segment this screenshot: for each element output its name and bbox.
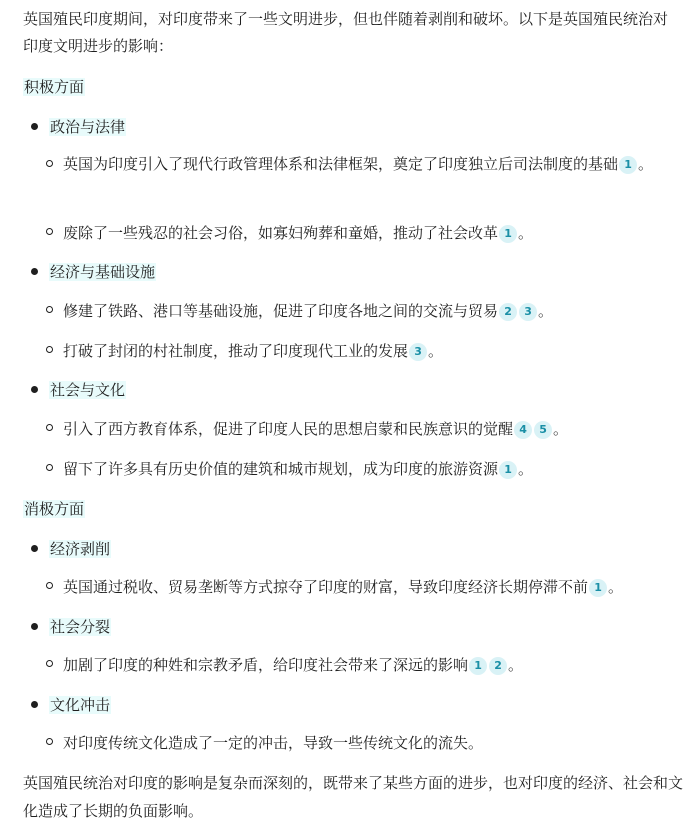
item-end: 。	[518, 224, 534, 242]
list-item	[63, 573, 683, 601]
category-label: 文化冲击	[50, 696, 111, 714]
item-text: 废除了一些残忍的社会习俗，如寡妇殉葬和童婚，推动了社会改革	[63, 224, 499, 242]
citation-badge[interactable]: 1	[619, 156, 637, 174]
category-label: 社会与文化	[50, 381, 126, 399]
citation-badge[interactable]: 5	[534, 421, 552, 439]
intro-paragraph: 英国殖民印度期间，对印度带来了一些文明进步，但也伴随着剥削和破坏。以下是英国殖民统治对印度文明进步的影响：	[23, 10, 669, 55]
citation-badge[interactable]: 4	[514, 421, 532, 439]
category-label: 经济剥削	[50, 540, 111, 558]
bullet-icon	[31, 545, 38, 552]
item-text: 留下了许多具有历史价值的建筑和城市规划，成为印度的旅游资源	[63, 460, 499, 478]
item-end: 。	[608, 578, 624, 596]
category-society	[49, 379, 126, 401]
citation-badge[interactable]: 1	[589, 579, 607, 597]
category-label: 政治与法律	[50, 118, 126, 136]
positive-heading-label: 积极方面	[24, 78, 85, 96]
item-end: 。	[428, 342, 444, 360]
list-item	[63, 219, 683, 247]
item-end: 。	[538, 302, 554, 320]
bullet-icon	[31, 623, 38, 630]
list-item	[63, 150, 675, 178]
citation-badge[interactable]: 2	[489, 657, 507, 675]
citation-badge[interactable]: 3	[409, 343, 427, 361]
bullet-icon	[31, 386, 38, 393]
item-text: 打破了封闭的村社制度，推动了印度现代工业的发展	[63, 342, 409, 360]
list-item	[63, 337, 683, 365]
citation-badge[interactable]: 3	[519, 303, 537, 321]
category-label: 经济与基础设施	[50, 263, 156, 281]
sub-bullet-icon	[46, 160, 53, 167]
bullet-icon	[31, 268, 38, 275]
item-text: 英国通过税收、贸易垄断等方式掠夺了印度的财富，导致印度经济长期停滞不前	[63, 578, 589, 596]
list-item	[63, 455, 683, 483]
list-item	[63, 651, 683, 679]
item-text: 引入了西方教育体系，促进了印度人民的思想启蒙和民族意识的觉醒	[63, 420, 514, 438]
item-text: 对印度传统文化造成了一定的冲击，导致一些传统文化的流失。	[63, 734, 484, 752]
list-item	[63, 297, 683, 325]
bullet-icon	[31, 123, 38, 130]
sub-bullet-icon	[46, 660, 53, 667]
positive-heading	[23, 76, 85, 98]
bullet-icon	[31, 701, 38, 708]
category-division	[49, 616, 111, 638]
citation-badge[interactable]: 2	[499, 303, 517, 321]
item-end: 。	[518, 460, 534, 478]
citation-badge[interactable]: 1	[469, 657, 487, 675]
list-item	[63, 729, 683, 757]
item-end: 。	[553, 420, 569, 438]
category-culture-shock	[49, 694, 111, 716]
citation-badge[interactable]: 1	[499, 461, 517, 479]
sub-bullet-icon	[46, 738, 53, 745]
sub-bullet-icon	[46, 346, 53, 353]
category-economy	[49, 261, 156, 283]
sub-bullet-icon	[46, 424, 53, 431]
sub-bullet-icon	[46, 464, 53, 471]
closing-paragraph: 英国殖民统治对印度的影响是复杂而深刻的，既带来了某些方面的进步，也对印度的经济、社会和文化造成了长期的负面影响。	[23, 774, 684, 820]
item-text: 修建了铁路、港口等基础设施，促进了印度各地之间的交流与贸易	[63, 302, 499, 320]
item-text: 英国为印度引入了现代行政管理体系和法律框架，奠定了印度独立后司法制度的基础	[63, 155, 619, 173]
negative-heading	[23, 498, 85, 520]
sub-bullet-icon	[46, 306, 53, 313]
category-label: 社会分裂	[50, 618, 111, 636]
category-politics	[49, 116, 126, 138]
category-exploitation	[49, 538, 111, 560]
item-text: 加剧了印度的种姓和宗教矛盾，给印度社会带来了深远的影响	[63, 656, 469, 674]
sub-bullet-icon	[46, 582, 53, 589]
list-item	[63, 415, 683, 443]
item-end: 。	[508, 656, 524, 674]
sub-bullet-icon	[46, 228, 53, 235]
negative-heading-label: 消极方面	[24, 500, 85, 518]
item-end: 。	[638, 155, 654, 173]
citation-badge[interactable]: 1	[499, 225, 517, 243]
